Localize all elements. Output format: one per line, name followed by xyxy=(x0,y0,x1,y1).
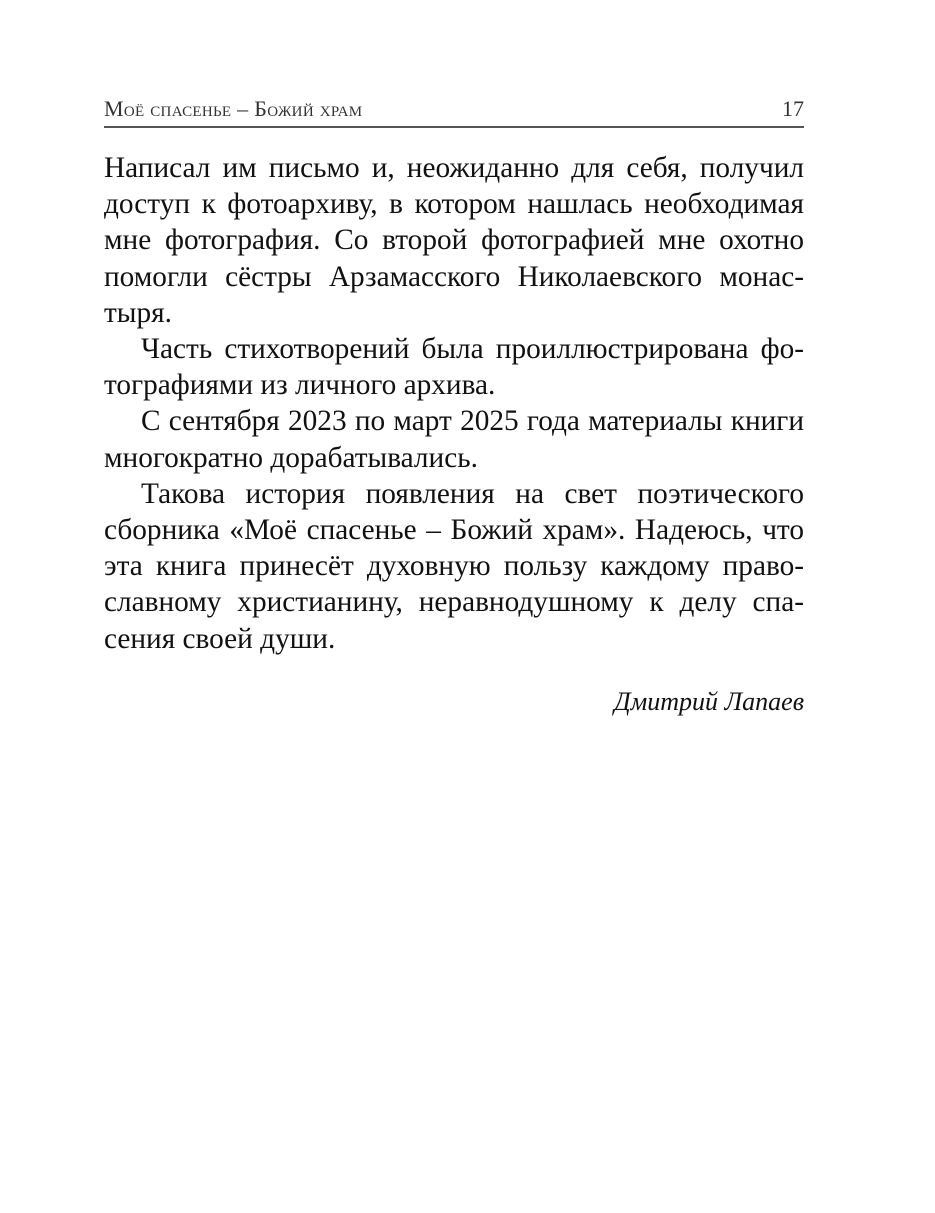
running-title: Моё спасенье – Божий храм xyxy=(104,96,363,121)
running-header xyxy=(104,92,804,128)
body-text xyxy=(104,150,804,657)
paragraph-history: Такова история появления на свет поэтического сборника «Моё спасенье – Божий храм». Надеюсь, что эта книга принесёт духовную пользу каждому православному христианину, неравнодушному к делу спасения своей души. xyxy=(104,477,804,655)
book-page xyxy=(104,92,804,719)
page-number: 17 xyxy=(782,96,804,121)
paragraph-revision-period: С сентября 2023 по март 2025 года материалы книги многократно дорабатывались. xyxy=(104,405,804,474)
paragraph-continuation: Написал им письмо и, неожиданно для себя, получил доступ к фотоархиву, в котором нашлась необходимая мне фотография. Со второй фотографией мне охотно помогли сёстры Арзамасского Николаевского монастыря. xyxy=(104,152,804,329)
author-signature: Дмитрий Лапаев xyxy=(614,686,804,716)
paragraph-illustrations: Часть стихотворений была проиллюстрирована фотографиями из личного архива. xyxy=(104,333,804,402)
